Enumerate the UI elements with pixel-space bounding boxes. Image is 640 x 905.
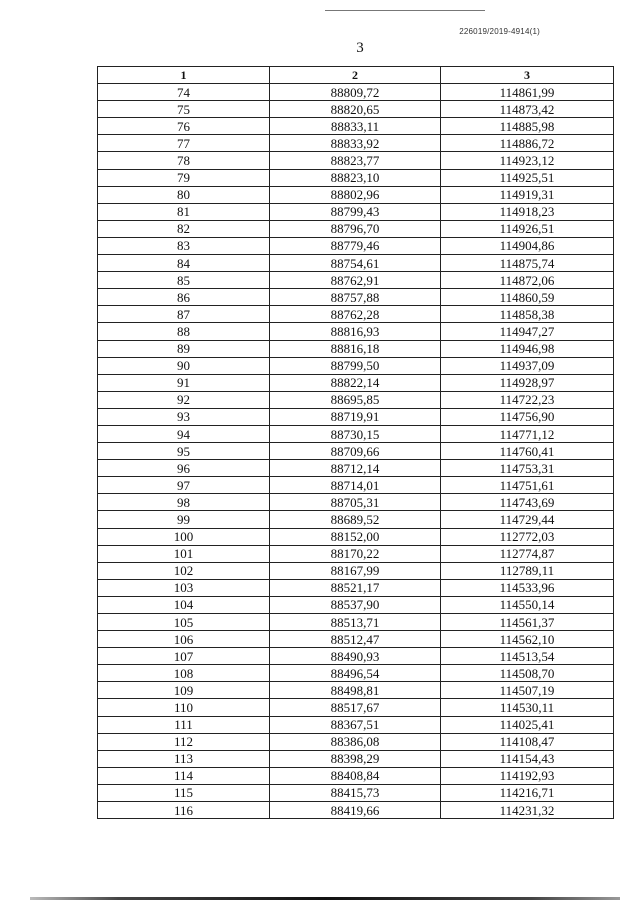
x-coordinate-cell: 88762,28 [270,306,441,323]
point-number-cell: 103 [98,579,270,596]
table-row [98,596,614,613]
point-number-cell: 97 [98,477,270,494]
y-coordinate-cell: 114722,23 [441,391,614,408]
y-coordinate-cell: 114562,10 [441,631,614,648]
table-row [98,784,614,801]
point-number-cell: 88 [98,323,270,340]
y-coordinate-cell: 112774,87 [441,545,614,562]
x-coordinate-cell: 88537,90 [270,596,441,613]
table-row [98,101,614,118]
y-coordinate-cell: 114513,54 [441,648,614,665]
x-coordinate-cell: 88833,11 [270,118,441,135]
table-row [98,306,614,323]
table-row [98,186,614,203]
point-number-cell: 90 [98,357,270,374]
point-number-cell: 78 [98,152,270,169]
table-row [98,460,614,477]
y-coordinate-cell: 114771,12 [441,425,614,442]
point-number-cell: 75 [98,101,270,118]
x-coordinate-cell: 88802,96 [270,186,441,203]
y-coordinate-cell: 114918,23 [441,203,614,220]
point-number-cell: 96 [98,460,270,477]
point-number-cell: 112 [98,733,270,750]
point-number-cell: 107 [98,648,270,665]
x-coordinate-cell: 88816,93 [270,323,441,340]
y-coordinate-cell: 114919,31 [441,186,614,203]
table-row [98,716,614,733]
bottom-rule [30,897,620,900]
point-number-cell: 83 [98,237,270,254]
table-row [98,237,614,254]
x-coordinate-cell: 88419,66 [270,802,441,819]
x-coordinate-cell: 88833,92 [270,135,441,152]
y-coordinate-cell: 114753,31 [441,460,614,477]
y-coordinate-cell: 114947,27 [441,323,614,340]
document-id: 226019/2019-4914(1) [459,27,540,36]
point-number-cell: 86 [98,289,270,306]
table-row [98,648,614,665]
y-coordinate-cell: 114751,61 [441,477,614,494]
column-header-2: 2 [270,67,441,84]
point-number-cell: 94 [98,425,270,442]
x-coordinate-cell: 88398,29 [270,750,441,767]
y-coordinate-cell: 114756,90 [441,408,614,425]
top-rule [325,10,485,11]
table-body [98,84,614,819]
x-coordinate-cell: 88799,43 [270,203,441,220]
y-coordinate-cell: 114192,93 [441,767,614,784]
column-header-1: 1 [98,67,270,84]
table-row [98,408,614,425]
x-coordinate-cell: 88695,85 [270,391,441,408]
x-coordinate-cell: 88152,00 [270,528,441,545]
point-number-cell: 93 [98,408,270,425]
table-row [98,425,614,442]
x-coordinate-cell: 88754,61 [270,255,441,272]
point-number-cell: 77 [98,135,270,152]
y-coordinate-cell: 114937,09 [441,357,614,374]
y-coordinate-cell: 114928,97 [441,374,614,391]
x-coordinate-cell: 88513,71 [270,614,441,631]
x-coordinate-cell: 88796,70 [270,220,441,237]
y-coordinate-cell: 114858,38 [441,306,614,323]
x-coordinate-cell: 88823,77 [270,152,441,169]
point-number-cell: 84 [98,255,270,272]
point-number-cell: 76 [98,118,270,135]
table-row [98,391,614,408]
x-coordinate-cell: 88170,22 [270,545,441,562]
x-coordinate-cell: 88762,91 [270,272,441,289]
table-row [98,614,614,631]
table-row [98,477,614,494]
point-number-cell: 111 [98,716,270,733]
point-number-cell: 92 [98,391,270,408]
y-coordinate-cell: 114550,14 [441,596,614,613]
y-coordinate-cell: 112789,11 [441,562,614,579]
table-row [98,699,614,716]
x-coordinate-cell: 88415,73 [270,784,441,801]
table-row [98,374,614,391]
point-number-cell: 91 [98,374,270,391]
point-number-cell: 100 [98,528,270,545]
point-number-cell: 81 [98,203,270,220]
x-coordinate-cell: 88820,65 [270,101,441,118]
point-number-cell: 98 [98,494,270,511]
table-row [98,494,614,511]
point-number-cell: 89 [98,340,270,357]
table-row [98,631,614,648]
x-coordinate-cell: 88521,17 [270,579,441,596]
table-row [98,357,614,374]
point-number-cell: 108 [98,665,270,682]
x-coordinate-cell: 88498,81 [270,682,441,699]
point-number-cell: 101 [98,545,270,562]
y-coordinate-cell: 114925,51 [441,169,614,186]
table-row [98,665,614,682]
y-coordinate-cell: 114507,19 [441,682,614,699]
y-coordinate-cell: 114743,69 [441,494,614,511]
point-number-cell: 114 [98,767,270,784]
x-coordinate-cell: 88386,08 [270,733,441,750]
table-row [98,272,614,289]
y-coordinate-cell: 114946,98 [441,340,614,357]
y-coordinate-cell: 114926,51 [441,220,614,237]
x-coordinate-cell: 88367,51 [270,716,441,733]
x-coordinate-cell: 88757,88 [270,289,441,306]
x-coordinate-cell: 88689,52 [270,511,441,528]
y-coordinate-cell: 114216,71 [441,784,614,801]
y-coordinate-cell: 114885,98 [441,118,614,135]
table-row [98,289,614,306]
x-coordinate-cell: 88490,93 [270,648,441,665]
y-coordinate-cell: 114533,96 [441,579,614,596]
x-coordinate-cell: 88517,67 [270,699,441,716]
x-coordinate-cell: 88705,31 [270,494,441,511]
x-coordinate-cell: 88408,84 [270,767,441,784]
y-coordinate-cell: 114154,43 [441,750,614,767]
header-row [98,67,614,84]
table-row [98,545,614,562]
table-row [98,323,614,340]
x-coordinate-cell: 88719,91 [270,408,441,425]
y-coordinate-cell: 114760,41 [441,443,614,460]
table-row [98,84,614,101]
x-coordinate-cell: 88822,14 [270,374,441,391]
y-coordinate-cell: 114873,42 [441,101,614,118]
table-row [98,562,614,579]
table-row [98,220,614,237]
table-row [98,443,614,460]
table-row [98,118,614,135]
table-row [98,767,614,784]
x-coordinate-cell: 88714,01 [270,477,441,494]
x-coordinate-cell: 88823,10 [270,169,441,186]
x-coordinate-cell: 88167,99 [270,562,441,579]
x-coordinate-cell: 88709,66 [270,443,441,460]
y-coordinate-cell: 114729,44 [441,511,614,528]
point-number-cell: 115 [98,784,270,801]
point-number-cell: 85 [98,272,270,289]
point-number-cell: 106 [98,631,270,648]
y-coordinate-cell: 114904,86 [441,237,614,254]
y-coordinate-cell: 114025,41 [441,716,614,733]
point-number-cell: 113 [98,750,270,767]
table-row [98,733,614,750]
column-header-3: 3 [441,67,614,84]
x-coordinate-cell: 88809,72 [270,84,441,101]
x-coordinate-cell: 88730,15 [270,425,441,442]
table-row [98,340,614,357]
table-row [98,802,614,819]
table-row [98,579,614,596]
point-number-cell: 99 [98,511,270,528]
point-number-cell: 102 [98,562,270,579]
point-number-cell: 110 [98,699,270,716]
table-row [98,682,614,699]
y-coordinate-cell: 114530,11 [441,699,614,716]
y-coordinate-cell: 114861,99 [441,84,614,101]
x-coordinate-cell: 88712,14 [270,460,441,477]
table-row [98,255,614,272]
y-coordinate-cell: 114508,70 [441,665,614,682]
x-coordinate-cell: 88816,18 [270,340,441,357]
coordinates-table [97,66,614,819]
y-coordinate-cell: 114561,37 [441,614,614,631]
x-coordinate-cell: 88799,50 [270,357,441,374]
point-number-cell: 74 [98,84,270,101]
y-coordinate-cell: 114875,74 [441,255,614,272]
x-coordinate-cell: 88512,47 [270,631,441,648]
x-coordinate-cell: 88779,46 [270,237,441,254]
y-coordinate-cell: 114872,06 [441,272,614,289]
point-number-cell: 109 [98,682,270,699]
table-header [98,67,614,84]
table-row [98,152,614,169]
point-number-cell: 104 [98,596,270,613]
table-row [98,169,614,186]
x-coordinate-cell: 88496,54 [270,665,441,682]
point-number-cell: 79 [98,169,270,186]
y-coordinate-cell: 112772,03 [441,528,614,545]
point-number-cell: 80 [98,186,270,203]
y-coordinate-cell: 114923,12 [441,152,614,169]
point-number-cell: 82 [98,220,270,237]
point-number-cell: 105 [98,614,270,631]
table-row [98,511,614,528]
y-coordinate-cell: 114108,47 [441,733,614,750]
point-number-cell: 95 [98,443,270,460]
table-row [98,135,614,152]
y-coordinate-cell: 114860,59 [441,289,614,306]
point-number-cell: 116 [98,802,270,819]
y-coordinate-cell: 114886,72 [441,135,614,152]
point-number-cell: 87 [98,306,270,323]
page-number: 3 [356,40,364,56]
table-row [98,750,614,767]
table-row [98,528,614,545]
table-row [98,203,614,220]
y-coordinate-cell: 114231,32 [441,802,614,819]
